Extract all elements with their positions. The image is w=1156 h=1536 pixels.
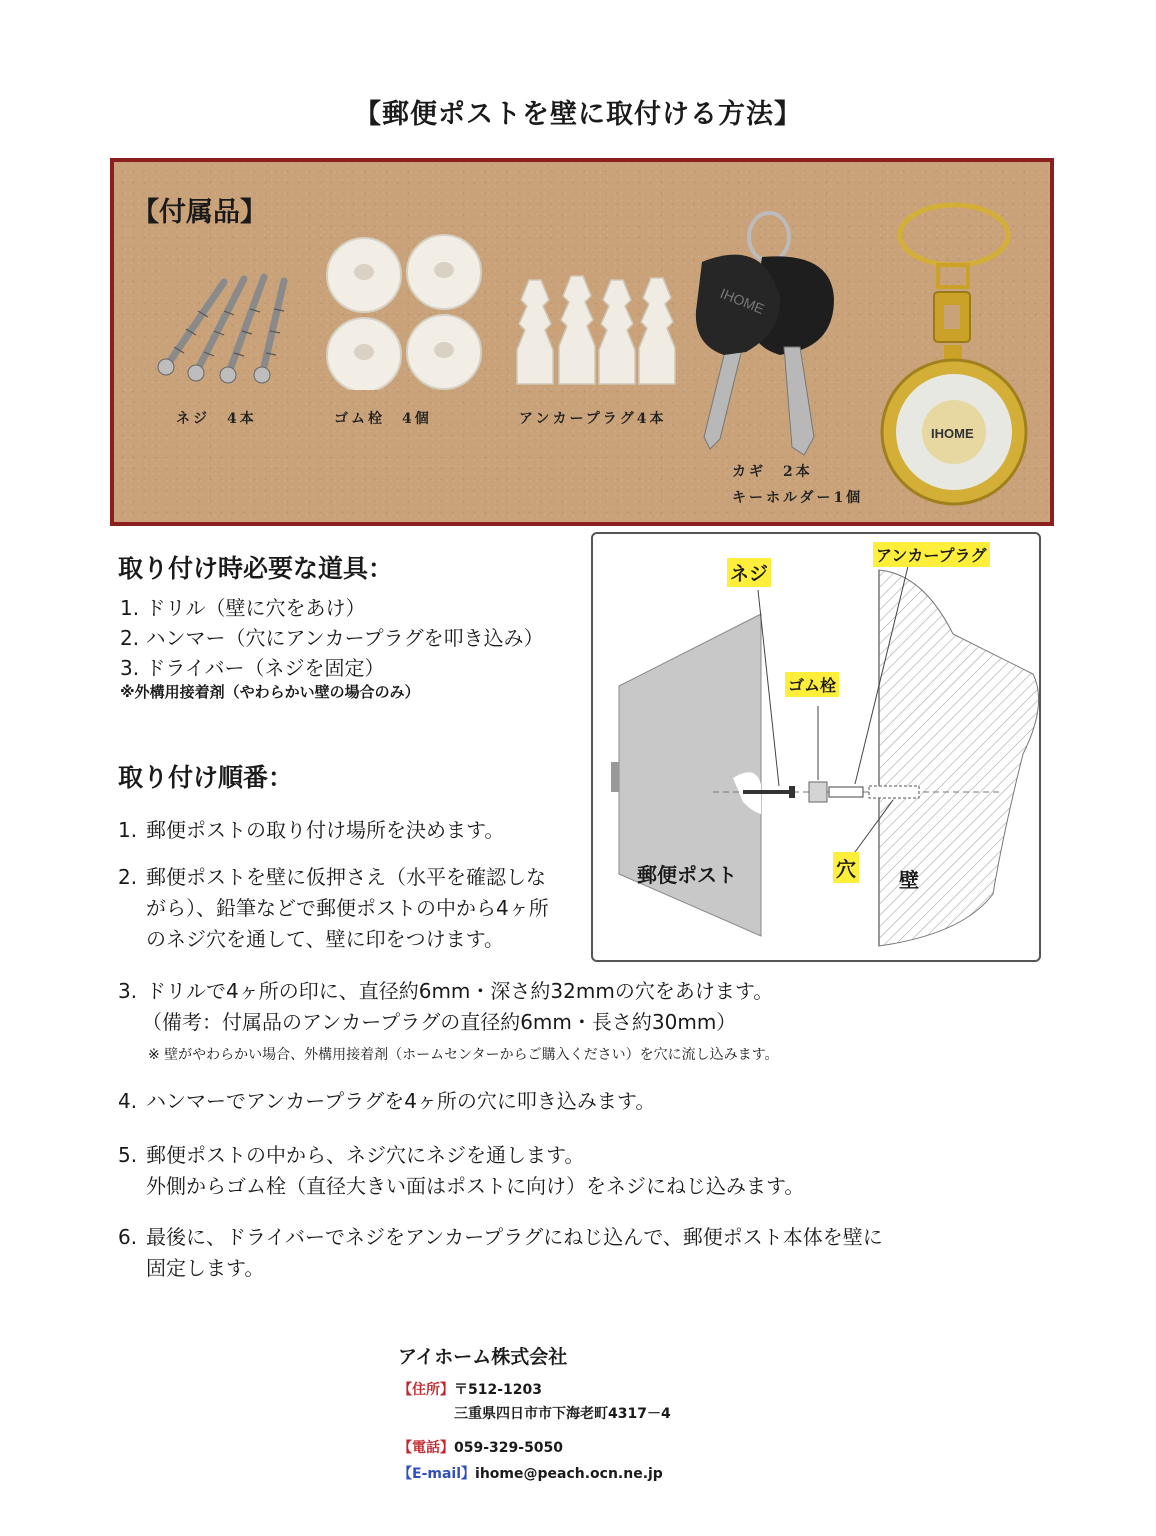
anchor-plugs-caption: アンカープラグ4本 bbox=[519, 411, 667, 427]
wall-label: 壁 bbox=[899, 868, 919, 892]
phone-number: 059-329-5050 bbox=[454, 1440, 564, 1456]
procedure-step: 5. 郵便ポストの中から、ネジ穴にネジを通します。 外側からゴム栓（直径大きい面はポストに向け）をネジにねじ込みます。 bbox=[118, 1143, 805, 1198]
tools-heading: 取り付け時必要な道具： bbox=[118, 554, 394, 583]
email-address: ihome@peach.ocn.ne.jp bbox=[475, 1466, 663, 1482]
keyholder-caption: キーホルダー1個 bbox=[732, 490, 864, 506]
keyholder-image bbox=[874, 197, 1034, 507]
procedure-step: 2. 郵便ポストを壁に仮押さえ（水平を確認しな がら）、鉛筆などで郵便ポストの中から4ヶ所 のネジ穴を通して、壁に印をつけます。 bbox=[118, 865, 549, 951]
tool-item: 3. ドライバー（ネジを固定） bbox=[120, 656, 385, 680]
procedure-heading: 取り付け順番： bbox=[118, 763, 294, 792]
anchor-plugs-image bbox=[509, 272, 689, 392]
tools-note: ※外構用接着剤（やわらかい壁の場合のみ） bbox=[120, 683, 420, 701]
rubber-plugs-image bbox=[319, 230, 509, 390]
procedure-step: 1. 郵便ポストの取り付け場所を決めます。 bbox=[118, 818, 505, 842]
keyholder-brand-text: IHOME bbox=[931, 426, 974, 441]
company-contact bbox=[398, 1378, 798, 1486]
postal-code: 〒512-1203 bbox=[454, 1382, 542, 1398]
keys-image bbox=[684, 207, 869, 462]
accessories-heading: 【付属品】 bbox=[132, 197, 267, 228]
accessories-panel bbox=[110, 158, 1054, 526]
screws-caption: ネジ 4本 bbox=[176, 411, 257, 427]
procedure-step: 6. 最後に、ドライバーでネジをアンカープラグにねじ込んで、郵便ポスト本体を壁に 固定します。 bbox=[118, 1225, 883, 1280]
tool-item: 1. ドリル（壁に穴をあけ） bbox=[120, 596, 366, 620]
anchor-plug-label: アンカープラグ bbox=[873, 542, 990, 567]
address-label: 【住所】 bbox=[398, 1382, 454, 1398]
screws-image bbox=[154, 267, 304, 387]
key-brand-text: IHOME bbox=[718, 284, 767, 317]
keys-caption: カギ 2本 bbox=[732, 464, 813, 480]
phone-label: 【電話】 bbox=[398, 1440, 454, 1456]
mailbox-label: 郵便ポスト bbox=[637, 863, 737, 887]
page-title: 【郵便ポストを壁に取付ける方法】 bbox=[354, 99, 802, 130]
rubber-plug-label: ゴム栓 bbox=[785, 672, 839, 697]
rubber-plugs-caption: ゴム栓 4個 bbox=[334, 411, 432, 427]
email-label: 【E-mail】 bbox=[398, 1466, 476, 1482]
address: 三重県四日市市下海老町4317－4 bbox=[454, 1406, 671, 1422]
installation-diagram bbox=[591, 532, 1041, 962]
tool-item: 2. ハンマー（穴にアンカープラグを叩き込み） bbox=[120, 626, 544, 650]
screw-label: ネジ bbox=[727, 558, 771, 587]
hole-label: 穴 bbox=[833, 852, 859, 883]
company-name: アイホーム株式会社 bbox=[398, 1346, 568, 1368]
procedure-step: 3. ドリルで4ヶ所の印に、直径約6mm・深さ約32mmの穴をあけます。 （備考：付属品のアンカープラグの直径約6mm・長さ約30mm） bbox=[118, 979, 774, 1034]
procedure-step: 4. ハンマーでアンカープラグを4ヶ所の穴に叩き込みます。 bbox=[118, 1089, 656, 1113]
step3-note: ※ 壁がやわらかい場合、外構用接着剤（ホームセンターからご購入ください）を穴に流し込みます。 bbox=[148, 1047, 779, 1063]
